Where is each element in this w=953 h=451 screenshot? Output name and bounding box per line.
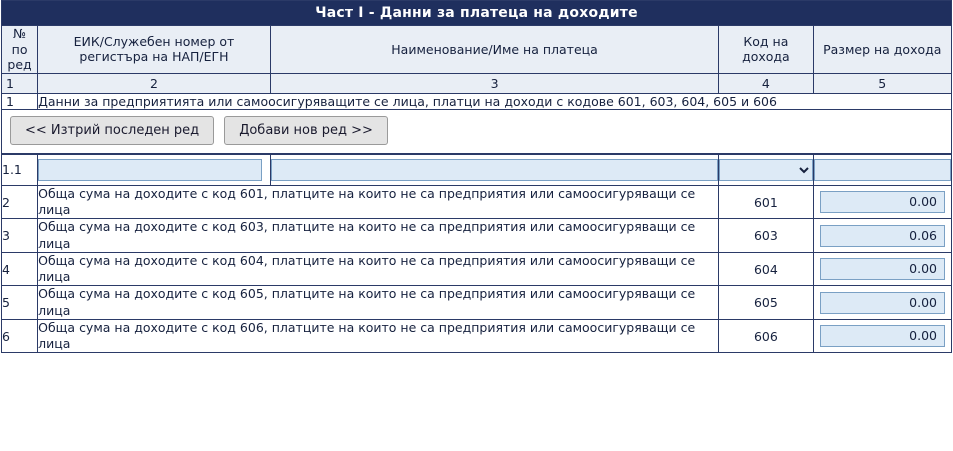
row-actions-toolbar	[1, 110, 952, 154]
row-index: 2	[2, 185, 38, 219]
section-row	[2, 93, 952, 109]
row-amount-cell	[813, 319, 951, 353]
table-row	[2, 219, 952, 253]
row-description: Обща сума на доходите с код 601, платците на които не са предприятия или самоосигуряващи се лица	[38, 185, 719, 219]
add-new-row-button[interactable]: Добави нов ред >>	[224, 116, 388, 145]
column-header-no	[2, 26, 38, 74]
row-amount[interactable]: 0.06	[820, 225, 945, 247]
income-amount-input[interactable]	[814, 159, 951, 181]
income-payer-form	[1, 0, 952, 353]
row-index: 5	[2, 286, 38, 320]
title-row	[2, 1, 952, 26]
row-code: 606	[719, 319, 813, 353]
entry-row-amount-cell	[813, 154, 951, 185]
table-row	[2, 319, 952, 353]
row-code: 601	[719, 185, 813, 219]
row-description: Обща сума на доходите с код 605, платците на които не са предприятия или самоосигуряващи се лица	[38, 286, 719, 320]
column-header-no-line3: ред	[7, 57, 32, 73]
row-description: Обща сума на доходите с код 604, платците на които не са предприятия или самоосигуряващи се лица	[38, 252, 719, 286]
table-row	[2, 286, 952, 320]
column-number-row	[2, 73, 952, 93]
eik-input[interactable]	[38, 159, 262, 181]
row-code: 603	[719, 219, 813, 253]
column-header-no-line1: №	[13, 26, 27, 41]
row-code: 604	[719, 252, 813, 286]
table-row	[2, 252, 952, 286]
column-number-2: 2	[38, 73, 271, 93]
row-amount-cell	[813, 252, 951, 286]
row-code: 605	[719, 286, 813, 320]
income-code-select[interactable]	[719, 159, 812, 181]
entry-row-code-cell	[719, 154, 813, 185]
section-index: 1	[2, 93, 38, 109]
row-amount[interactable]: 0.00	[820, 292, 945, 314]
column-header-no-line2: по	[11, 41, 28, 57]
section-text: Данни за предприятията или самоосигуряващите се лица, платци на доходи с кодове 601, 603, 604, 605 и 606	[38, 93, 952, 109]
table-row	[2, 185, 952, 219]
column-header-eik: ЕИК/Служебен номер от регистъра на НАП/ЕГН	[38, 26, 271, 74]
row-index: 6	[2, 319, 38, 353]
entry-row-eik-cell	[38, 154, 271, 185]
column-number-1: 1	[2, 73, 38, 93]
form-header-table	[1, 0, 952, 110]
row-amount[interactable]: 0.00	[820, 325, 945, 347]
column-number-4: 4	[719, 73, 813, 93]
payer-name-input[interactable]	[271, 159, 718, 181]
row-amount[interactable]: 0.00	[820, 191, 945, 213]
row-description: Обща сума на доходите с код 606, платците на които не са предприятия или самоосигуряващи се лица	[38, 319, 719, 353]
row-index: 4	[2, 252, 38, 286]
delete-last-row-button[interactable]: << Изтрий последен ред	[10, 116, 214, 145]
page-title: Част I - Данни за платеца на доходите	[2, 1, 952, 26]
form-rows-table	[1, 154, 952, 354]
row-index: 3	[2, 219, 38, 253]
row-amount-cell	[813, 185, 951, 219]
entry-row-index: 1.1	[2, 154, 38, 185]
row-amount[interactable]: 0.00	[820, 258, 945, 280]
entry-row	[2, 154, 952, 185]
entry-row-name-cell	[270, 154, 718, 185]
row-description: Обща сума на доходите с код 603, платците на които не са предприятия или самоосигуряващи се лица	[38, 219, 719, 253]
row-amount-cell	[813, 219, 951, 253]
column-number-5: 5	[813, 73, 951, 93]
column-header-name: Наименование/Име на платеца	[270, 26, 718, 74]
column-header-amount: Размер на дохода	[813, 26, 951, 74]
column-header-row	[2, 26, 952, 74]
row-amount-cell	[813, 286, 951, 320]
column-number-3: 3	[270, 73, 718, 93]
column-header-code: Код на дохода	[719, 26, 813, 74]
